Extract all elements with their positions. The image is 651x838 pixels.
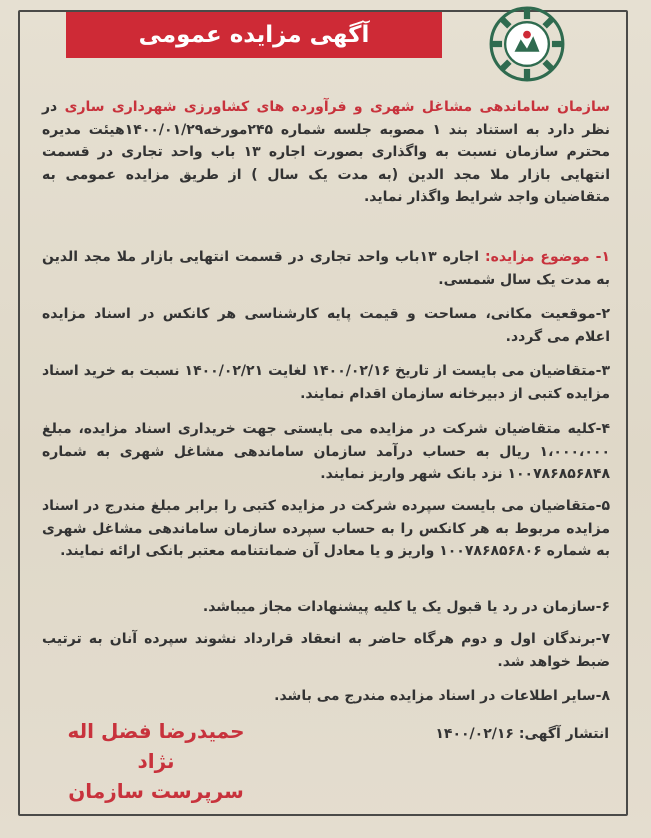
intro-text: در نظر دارد به استناد بند ۱ مصوبه جلسه شماره ۲۴۵مورخه۱۴۰۰/۰۱/۲۹هیئت مدیره محترم سازمان نسبت به واگذاری بصورت اجاره ۱۳ باب واحد تجاری در قسمت انتهایی بازار ملا مجد الدین (به مدت یک سال ) از طریق مزایده عمومی به متقاضیان واجد شرایط واگذار نماید. bbox=[42, 99, 610, 206]
clause-3-text: ۳-متقاضیان می بایست از تاریخ ۱۴۰۰/۰۲/۱۶ لغایت ۱۴۰۰/۰۲/۲۱ نسبت به خرید اسناد مزایده کتبی از دبیرخانه سازمان اقدام نمایند. bbox=[42, 363, 610, 402]
clause-2-text: ۲-موقعیت مکانی، مساحت و قیمت پایه کارشناسی هر کانکس در اسناد مزایده اعلام می گردد. bbox=[42, 306, 610, 345]
intro-paragraph bbox=[42, 96, 610, 209]
clause-3 bbox=[42, 360, 610, 405]
clause-1 bbox=[42, 246, 610, 291]
clause-1-text: اجاره ۱۳باب واحد تجاری در قسمت انتهایی بازار ملا مجد الدین به مدت یک سال شمسی. bbox=[42, 249, 610, 288]
clause-7 bbox=[42, 628, 610, 673]
clause-6-text: ۶-سازمان در رد یا قبول یک یا کلیه پیشنهادات مجاز میباشد. bbox=[202, 599, 610, 615]
clause-2 bbox=[42, 303, 610, 348]
clause-1-label: ۱- موضوع مزایده: bbox=[485, 249, 611, 265]
publish-date bbox=[409, 726, 609, 742]
organization-name: سازمان ساماندهی مشاغل شهری و فرآورده های کشاورزی شهرداری ساری bbox=[64, 99, 610, 115]
clause-6 bbox=[42, 596, 610, 619]
clause-8-text: ۸-سایر اطلاعات در اسناد مزایده مندرج می باشد. bbox=[274, 688, 610, 704]
signatory-name: حمیدرضا فضل اله نژاد bbox=[67, 719, 245, 773]
publish-date-value: ۱۴۰۰/۰۲/۱۶ bbox=[435, 726, 514, 742]
clause-8 bbox=[42, 685, 610, 708]
clause-4 bbox=[42, 418, 610, 486]
clause-4-text: ۴-کلیه متقاضیان شرکت در مزایده می بایستی جهت خریداری اسناد مزایده، مبلغ ۱،۰۰۰،۰۰۰ ریال به حساب درآمد سازمان ساماندهی مشاغل شهری به شماره ۱۰۰۷۸۶۸۵۶۸۴۸ نزد بانک شهر واریز نمایند. bbox=[42, 421, 610, 483]
clause-7-text: ۷-برندگان اول و دوم هرگاه حاضر به انعقاد قرارداد نشوند سپرده آنان به ترتیب ضبط خواهد شد. bbox=[42, 631, 610, 670]
signature-block bbox=[46, 716, 266, 806]
clause-5 bbox=[42, 495, 610, 563]
signatory-title: سرپرست سازمان bbox=[68, 779, 244, 803]
page-title: آگهی مزایده عمومی bbox=[138, 22, 370, 48]
publish-label: انتشار آگهی: bbox=[518, 726, 609, 742]
clause-5-text: ۵-متقاضیان می بایست سپرده شرکت در مزایده کتبی را برابر مبلغ مندرج در اسناد مزایده مربوط به هر کانکس را به حساب سپرده سازمان ساماندهی مشاغل شهری به شماره ۱۰۰۷۸۶۸۵۶۸۰۶ واریز و یا معادل آن ضمانتنامه معتبر بانکی ارائه نمایند. bbox=[42, 498, 610, 560]
title-banner bbox=[66, 12, 442, 58]
municipality-emblem-icon bbox=[488, 5, 566, 83]
